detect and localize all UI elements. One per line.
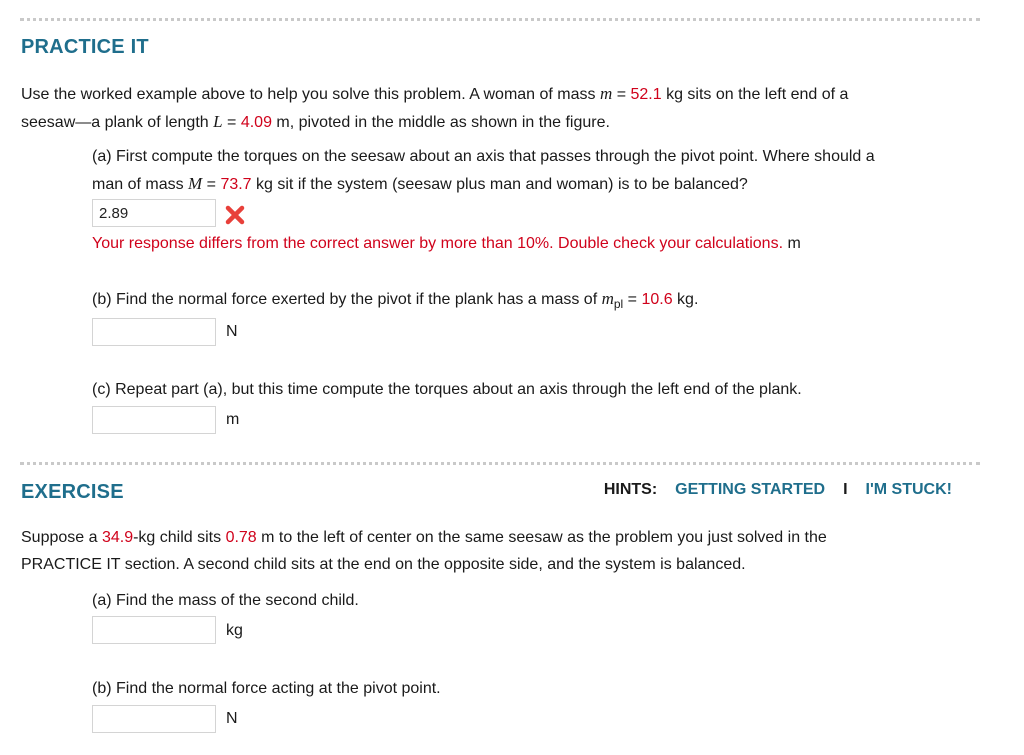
plank-mass-value: 10.6 [641,291,673,308]
hint-im-stuck-link[interactable]: I'M STUCK! [865,481,952,498]
hints-label: HINTS: [603,481,658,498]
hints-separator: I [843,481,848,498]
practice-part-a-question: (a) First compute the torques on the seesaw about an axis that passes through the pivot point. Where should a man of mass M = 73.7 kg sit if the system (seesaw plus man and woman) is to be balanced? [92,148,875,193]
length-symbol: L [213,112,223,131]
woman-mass-value: 52.1 [630,86,662,103]
exercise-part-a-question: (a) Find the mass of the second child. [92,592,359,609]
exercise-part-a-input[interactable] [92,616,216,644]
hints-bar [604,481,952,499]
exercise-part-b-question: (b) Find the normal force acting at the pivot point. [92,680,441,697]
part-b-unit: N [226,323,238,340]
man-mass-symbol: M [188,174,203,193]
exercise-part-a-unit: kg [226,622,243,639]
exercise-title: EXERCISE [21,481,124,503]
practice-part-c-input[interactable] [92,406,216,434]
practice-title: PRACTICE IT [21,36,149,58]
mass-symbol: m [599,84,613,103]
part-a-unit: m [787,235,801,252]
practice-intro: Use the worked example above to help you solve this problem. A woman of mass m = 52.1 kg sits on the left end of a seesaw—a plank of length L = 4.09 m, pivoted in the middle as shown in the figure. [21,84,849,131]
exercise-part-b-unit: N [226,710,238,727]
incorrect-x-icon [224,204,246,226]
child-distance-value: 0.78 [225,529,257,546]
plank-length-value: 4.09 [240,114,272,131]
practice-part-a-feedback: Your response differs from the correct answer by more than 10%. Double check your calculations. m [92,235,801,252]
top-divider [20,18,980,21]
exercise-part-b-input[interactable] [92,705,216,733]
child-mass-value: 34.9 [101,529,134,546]
middle-divider [20,462,980,465]
hint-getting-started-link[interactable]: GETTING STARTED [675,481,826,498]
practice-part-b-input[interactable] [92,318,216,346]
practice-part-c-question: (c) Repeat part (a), but this time compute the torques about an axis through the left end of the plank. [92,381,802,398]
practice-part-a-input[interactable] [92,199,216,227]
part-c-unit: m [226,411,240,428]
exercise-intro: Suppose a 34.9-kg child sits 0.78 m to the left of center on the same seesaw as the problem you just solved in the PRACTICE IT section. A second child sits at the end on the opposite side, and the system is balanced. [21,529,827,573]
man-mass-value: 73.7 [220,176,252,193]
practice-part-b-question: (b) Find the normal force exerted by the pivot if the plank has a mass of $m_{pl} = 10.6$ kg. [92,289,699,312]
